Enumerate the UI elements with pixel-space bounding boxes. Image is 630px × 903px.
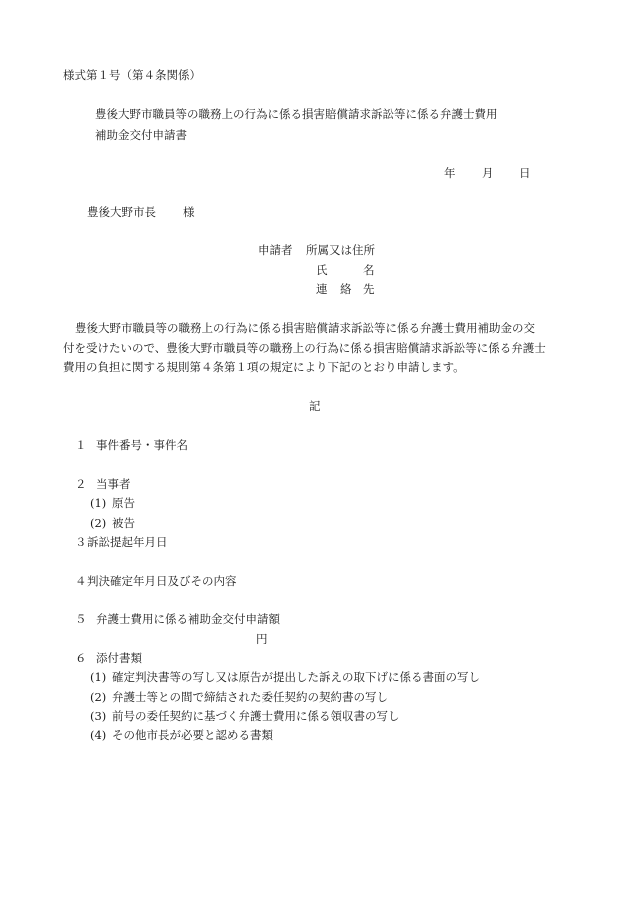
item-3-label: 訴訟提起年月日 <box>87 535 168 549</box>
item-2-sub-1-number: (1) <box>90 496 107 510</box>
item-6-sub-3-number: (3) <box>90 709 107 723</box>
item-2-number: ２ <box>75 477 87 491</box>
item-6-label: 添付書類 <box>96 651 142 665</box>
item-6-sub-1-label: 確定判決書等の写し又は原告が提出した訴えの取下げに係る書面の写し <box>112 670 480 684</box>
item-6-sub-2-label: 弁護士等との間で締結された委任契約の契約書の写し <box>112 690 388 704</box>
applicant-contact-label-1: 連 <box>316 282 328 296</box>
item-5-unit: 円 <box>256 632 268 646</box>
item-6-sub-3-label: 前号の委任契約に基づく弁護士費用に係る領収書の写し <box>112 709 400 723</box>
form-number: 様式第１号（第４条関係） <box>63 68 201 82</box>
body-line-2: 付を受けたいので、豊後大野市職員等の職務上の行為に係る損害賠償請求訴訟等に係る弁護士 <box>63 341 546 355</box>
applicant-contact-label-3: 先 <box>363 282 375 296</box>
applicant-affiliation: 所属又は住所 <box>306 243 375 257</box>
applicant-contact-label-2: 絡 <box>340 282 352 296</box>
item-6-sub-2-number: (2) <box>90 690 107 704</box>
item-1-label: 事件番号・事件名 <box>96 438 188 452</box>
body-line-3: 費用の負担に関する規則第４条第１項の規定により下記のとおり申請します。 <box>63 360 465 374</box>
item-2-sub-2-number: (2) <box>90 516 107 530</box>
applicant-name-label-2: 名 <box>363 263 375 277</box>
item-2-sub-1-label: 原告 <box>112 496 135 510</box>
item-2-sub-2-label: 被告 <box>112 516 135 530</box>
item-5-label: 弁護士費用に係る補助金交付申請額 <box>96 612 280 626</box>
title-line-1: 豊後大野市職員等の職務上の行為に係る損害賠償請求訴訟等に係る弁護士費用 <box>95 107 498 121</box>
addressee-name: 豊後大野市長 <box>87 205 156 219</box>
date-month: 月 <box>482 166 494 180</box>
item-6-sub-4-label: その他市長が必要と認める書類 <box>112 728 273 742</box>
addressee-honorific: 様 <box>183 205 195 219</box>
applicant-name-label-1: 氏 <box>316 263 328 277</box>
item-4-number: ４ <box>75 574 87 588</box>
item-6-number: ６ <box>75 651 87 665</box>
date-year: 年 <box>444 166 456 180</box>
item-4-label: 判決確定年月日及びその内容 <box>87 574 237 588</box>
item-1-number: １ <box>75 438 87 452</box>
title-line-2: 補助金交付申請書 <box>95 128 187 142</box>
applicant-label: 申請者 <box>258 243 293 257</box>
item-3-number: ３ <box>75 535 87 549</box>
item-5-number: ５ <box>75 612 87 626</box>
date-day: 日 <box>519 166 531 180</box>
item-6-sub-1-number: (1) <box>90 670 107 684</box>
item-2-label: 当事者 <box>96 477 131 491</box>
ki-heading: 記 <box>309 399 321 413</box>
body-line-1: 豊後大野市職員等の職務上の行為に係る損害賠償請求訴訟等に係る弁護士費用補助金の交 <box>75 321 535 335</box>
item-6-sub-4-number: (4) <box>90 728 107 742</box>
